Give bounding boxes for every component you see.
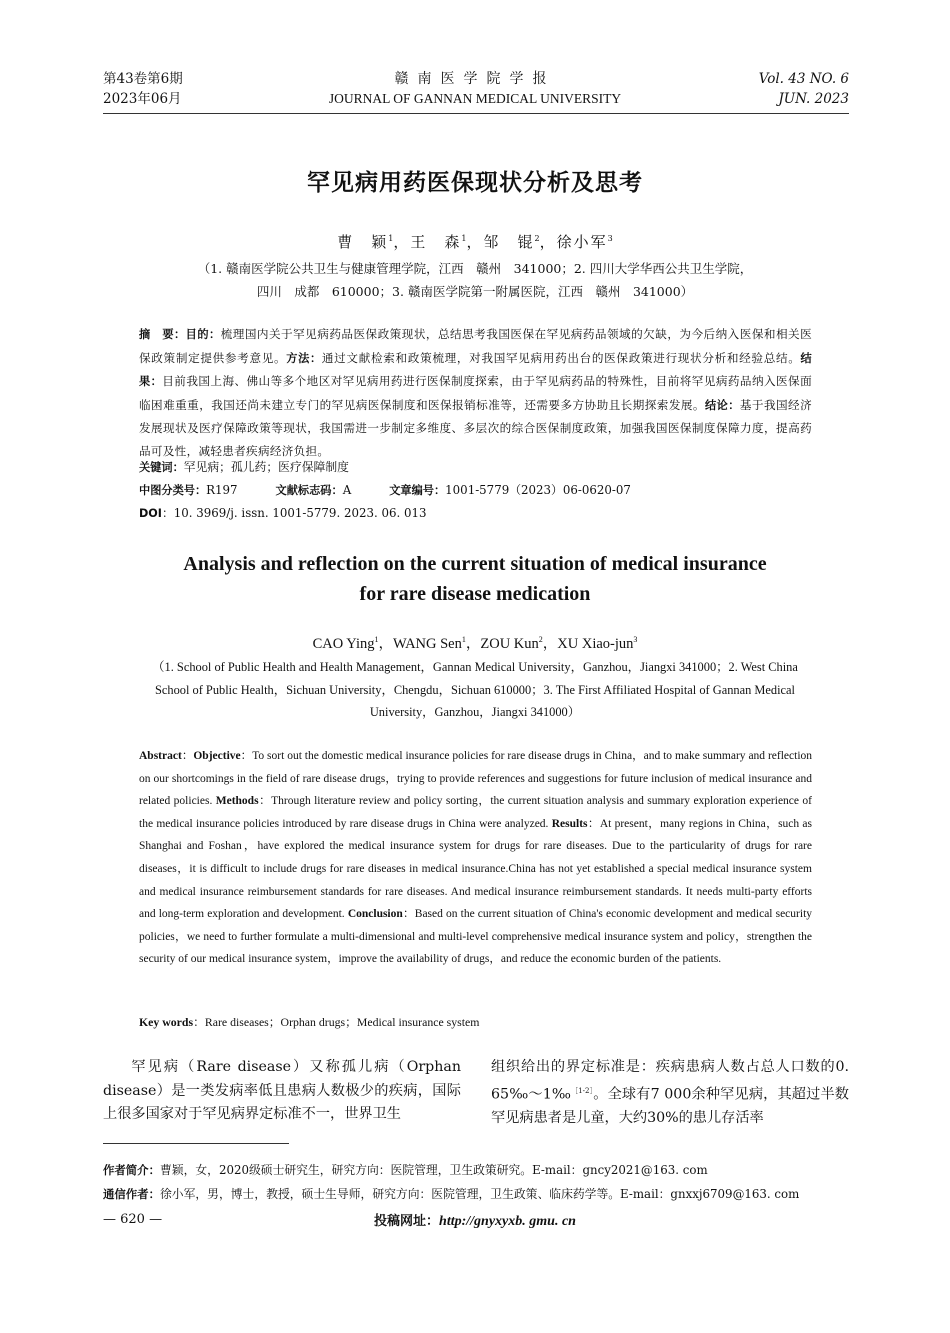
body-paragraph: 罕见病（Rare disease）又称孤儿病（Orphan disease）是一类发病率低且患病人数极少的疾病，国际上很多国家对于罕见病界定标准不一，世界卫生 [103, 1059, 461, 1122]
conclusion-text-en: Based on the current situation of China's economic development and medical security policies，we need to further formulate a multi-dimensional and multi-level comprehensive medical insurance system and policy，strengthen the security of our medical insurance system，improve the availability of drugs，and reduce the economic burden of the patients. [139, 908, 813, 966]
results-text-en: At present，many regions in China，such as Shanghai and Foshan，have explored the medical insurance system for drugs for rare diseases. Due to the particularity of drugs for rare diseases，it is difficult to include drugs for rare diseases in medical insurance.China has not yet established a special medical insurance system and medical insurance reimbursement standards for rare diseases. And medical insurance reimbursement standards. It needs multi-party efforts and long-term exploration and development. [139, 817, 813, 921]
author-name: 曹 颖 [337, 233, 389, 251]
author-bio-label: 作者简介： [103, 1163, 160, 1177]
article-title-cn: 罕见病用药医保现状分析及思考 [307, 170, 643, 196]
abstract-label: 摘 要： [139, 328, 186, 341]
body-text: 。全球有7 000余种罕见病，其超过半数罕见病患者是儿童，大约30%的患儿存活率 [491, 1086, 849, 1126]
author-name-en: WANG Sen [393, 636, 462, 652]
keywords-text-en: Rare diseases；Orphan drugs；Medical insurance system [204, 1015, 480, 1029]
article-no-label: 文章编号： [389, 484, 446, 497]
site-url[interactable]: http://gnyxyxb. gmu. cn [439, 1214, 576, 1229]
conclusion-label: 结论： [704, 398, 740, 412]
affiliation-line: 四川 成都 610000；3. 赣南医学院第一附属医院，江西 赣州 341000） [256, 284, 694, 299]
author-list-en: CAO Ying$^1$，WANG Sen$^1$，ZOU Kun$^2$，XU Xiao-jun$^3$ [312, 635, 638, 652]
article-title-en [0, 549, 950, 609]
doi-line [139, 503, 427, 524]
volume-issue-cn: 第43卷第6期 [103, 71, 183, 87]
author-name-en: ZOU Kun [480, 636, 539, 652]
keywords-text: 罕见病；孤儿药；医疗保障制度 [183, 460, 349, 474]
author-affiliation-mark: 1 [388, 234, 394, 243]
cls-value: R197 [206, 483, 238, 497]
article-no-value: 1001-5779（2023）06-0620-07 [445, 483, 631, 497]
results-label-en: Results [551, 817, 588, 830]
author-affiliation-mark: 1 [461, 635, 466, 645]
author-affiliation-mark: 2 [534, 234, 540, 243]
doi-label: DOI [139, 507, 162, 520]
body-column-right [491, 1056, 849, 1130]
author-bio-footnote [103, 1161, 708, 1179]
conclusion-text: 基于我国经济发展现状及医疗保障政策等现状，我国需进一步制定多维度、多层次的综合医保制度政策，加强我国医保制度保障力度，提高药品可及性，减轻患者疾病经济负担。 [139, 397, 812, 458]
author-name: 王 森 [410, 233, 462, 251]
methods-label-en: Methods [215, 795, 259, 808]
conclusion-label-en: Conclusion [347, 908, 403, 921]
body-column-left [103, 1056, 461, 1127]
methods-text-en: Through literature review and policy sorting，the current situation analysis and summary exploration experience of the medical insurance policies introduced by rare disease drugs in China were analyzed. [139, 795, 812, 830]
body-text: 组织给出的界定标准是：疾病患病人数占总人口数的0. 65‰～1‰ [491, 1059, 849, 1103]
footnote-divider [103, 1143, 289, 1144]
affiliation-line: （1. 赣南医学院公共卫生与健康管理学院，江西 赣州 341000；2. 四川大学华西公共卫生学院， [197, 261, 753, 276]
date-en: JUN. 2023 [778, 91, 849, 107]
objective-label: 目的： [185, 328, 221, 341]
header-divider [103, 113, 849, 114]
author-affiliation-mark: 1 [461, 234, 467, 243]
cls-label: 中图分类号： [139, 484, 207, 497]
methods-label: 方法： [286, 351, 322, 365]
journal-name-cn: 赣南医学院学报 [394, 71, 556, 87]
objective-label-en: Objective [193, 750, 241, 762]
doc-code-value: A [342, 483, 352, 497]
corresponding-text: 徐小军，男，博士，教授，硕士生导师，研究方向：医院管理，卫生政策、临床药学等。E-mail：gnxxj6709@163. com [159, 1187, 800, 1201]
doc-code-label: 文献标志码： [275, 484, 343, 497]
author-name: 邹 锟 [483, 233, 535, 251]
title-en-line: Analysis and reflection on the current situation of medical insurance [183, 553, 767, 575]
author-affiliation-mark: 1 [374, 635, 379, 645]
abstract-en: Abstract：Objective：To sort out the domestic medical insurance policies for rare disease drugs in China，and to make summary and reflection on our shortcomings in the field of rare disease drugs，trying to provide references and suggestions for future inclusion of medical insurance and related policies. Methods：Through literature review and policy sorting，the current situation analysis and summary exploration experience of the medical insurance policies introduced by rare disease drugs in China were analyzed. Results：At present，many regions in China，such as Shanghai and Foshan，have explored the medical insurance system for drugs for rare diseases. Due to the particularity of drugs for rare diseases，it is difficult to include drugs for rare diseases in medical insurance.China has not yet established a special medical insurance system and medical insurance reimbursement standards for rare diseases. And medical insurance reimbursement standards. It needs multi-party efforts and long-term exploration and development. Conclusion：Based on the current situation of China's economic development and medical security policies，we need to further formulate a multi-dimensional and multi-level comprehensive medical insurance system and policy，strengthen the security of our medical insurance system，improve the availability of drugs，and reduce the economic burden of the patients. [139, 750, 813, 966]
author-affiliation-mark: 3 [607, 234, 613, 243]
author-name: 徐小军 [556, 233, 608, 251]
corresponding-label: 通信作者： [103, 1187, 160, 1201]
corresponding-author-footnote [103, 1185, 799, 1203]
submission-site [0, 1210, 950, 1230]
objective-text: 梳理国内关于罕见病药品医保政策现状，总结思考我国医保在罕见病药品领域的欠缺，为今后纳入医保和相关医保政策制定提供参考意见。 [139, 327, 813, 365]
journal-name-en: JOURNAL OF GANNAN MEDICAL UNIVERSITY [328, 91, 622, 106]
author-name-en: CAO Ying [312, 636, 375, 652]
objective-text-en: To sort out the domestic medical insurance policies for rare disease drugs in China，and to make summary and reflection on our shortcomings in the field of rare disease drugs，trying to provide references and suggestions for future inclusion of medical insurance and related policies. [139, 750, 813, 808]
affiliations-cn [130, 257, 820, 303]
keywords-label-en: Key words [139, 1015, 194, 1029]
page-number: — 620 — [103, 1212, 163, 1227]
doi-value: ：10. 3969/j. issn. 1001-5779. 2023. 06. 013 [161, 506, 427, 520]
abstract-label-en: Abstract [139, 750, 182, 762]
body-paragraph [491, 1056, 849, 1130]
journal-issue-en [759, 69, 849, 109]
results-text: 目前我国上海、佛山等多个地区对罕见病用药进行医保制度探索，由于罕见病药品的特殊性，目前将罕见病药品纳入医保面临困难重重，我国还尚未建立专门的罕见病医保制度和医保报销标准等，还需要多方协助且长期探索发展。 [139, 374, 812, 412]
keywords-en: Key words：Rare diseases；Orphan drugs；Medical insurance system [139, 1015, 480, 1029]
methods-text: 通过文献检索和政策梳理，对我国罕见病用药出台的医保政策进行现状分析和经验总结。 [321, 350, 801, 365]
volume-issue-en: Vol. 43 NO. 6 [758, 71, 849, 87]
author-affiliation-mark: 2 [538, 635, 543, 645]
author-affiliation-mark: 3 [633, 635, 638, 645]
keywords-label: 关键词： [139, 461, 184, 474]
citation-ref: ［1-2］ [571, 1086, 594, 1095]
site-label: 投稿网址： [374, 1214, 440, 1229]
title-en-line: for rare disease medication [359, 583, 591, 605]
affiliations-en: （1. School of Public Health and Health Management，Gannan Medical University，Ganzhou，Jiangxi 341000；2. West China School of Public Health，Sichuan University，Chengdu，Sichuan 610000；3. The First Affiliated Hospital of Gannan Medical University，Ganzhou，Jiangxi 341000） [152, 660, 798, 719]
abstract-cn [139, 323, 812, 462]
author-name-en: XU Xiao-jun [557, 636, 634, 652]
author-list-cn: 曹 颖$^1$，王 森$^1$，邹 锟$^2$，徐小军$^3$ [337, 233, 613, 251]
date-cn: 2023年06月 [103, 91, 182, 107]
results-label: 结果： [139, 351, 813, 388]
keywords-cn [139, 457, 349, 478]
classification-line [139, 480, 631, 501]
author-bio-text: 曹颖，女，2020级硕士研究生，研究方向：医院管理，卫生政策研究。E-mail：gncy2021@163. com [159, 1163, 708, 1177]
